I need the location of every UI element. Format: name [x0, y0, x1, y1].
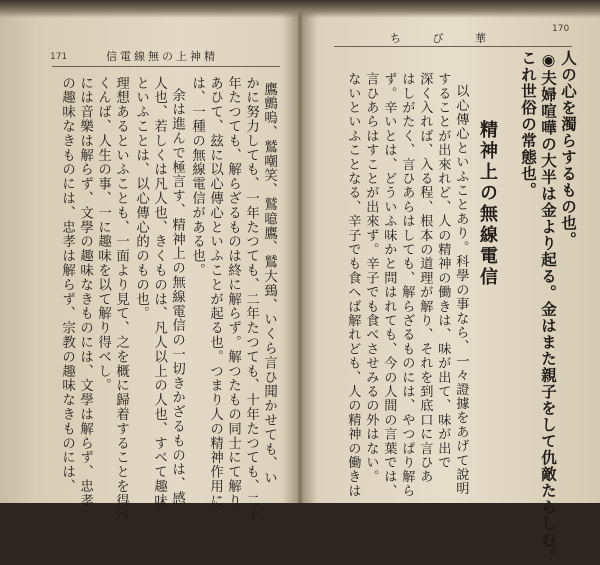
- right-page: [304, 0, 600, 565]
- text-line: には音樂は解らず、文學の趣味なきものには、文學は解らず、忠孝: [77, 76, 93, 508]
- running-head-left: 信電線無の上神精: [106, 50, 218, 63]
- text-line: くんば、人生の事、一に趣味を以て解り得べし。: [95, 76, 111, 393]
- left-page: [0, 0, 296, 523]
- text-line: これ世俗の常態也。: [519, 50, 538, 199]
- text-line: 理想あるといふことも、一面より見て、之を概に歸着することを得べ: [113, 76, 129, 523]
- text-line: はしがたく、言ひあらはしても、解らざるものには、やつぱり解ら: [399, 72, 415, 498]
- text-line: 言ひあらはすことが出來ず。辛子でも食べさせみるの外はない。: [363, 72, 379, 484]
- text-line: 深く入れば、入る程、根本の道理が解り、それを到底口に言ひあ: [417, 72, 433, 484]
- text-line: の趣味なきものには、忠孝は解らず、宗教の趣味なきものには、: [59, 76, 75, 494]
- page-number-left: 171: [50, 52, 68, 62]
- section-heading: 精神上の無線電信: [477, 120, 498, 288]
- text-line: 鷹鸇嗚、鷲嘲笑、鷲噫鷹、鷲大鵄、いくら言ひ聞かせても、い: [261, 82, 277, 486]
- text-line: することが出來れど、人の精神の働きは、味が出て、味が出で: [435, 72, 451, 470]
- running-head-right: ち び 華: [390, 32, 500, 45]
- text-line: あひて、玆に以心傳心といふことが起る也。つまり人の精神作用に: [207, 76, 223, 508]
- text-line: 人也、若しくは凡人也、きくものは、凡人以上の人也、すべて趣味: [151, 76, 167, 508]
- text-line: ず。辛いとは、どういふ味かと問はれても、今の人間の言葉では、: [381, 72, 397, 498]
- text-line: 年たつても、解らざるものは終に解らず。解つたもの同士にて解り: [225, 76, 241, 508]
- text-line: 以心傳心といふことあり。科學の事なら、一々證據をあげて說明: [453, 84, 469, 496]
- text-line: ないといふことなる、辛子でも食へば解れども、人の精神の働きは: [345, 72, 361, 498]
- header-rule-right: [334, 46, 572, 47]
- text-line: といふことは、以心傳心的のもの也。: [133, 76, 149, 321]
- text-line: は、一種の無線電信がある也。: [189, 76, 205, 278]
- text-line: 人の心を濁らするもの也。: [559, 50, 578, 248]
- page-number-right: 170: [552, 24, 570, 34]
- header-rule-left: [52, 66, 280, 67]
- text-line: かに努力しても、一年たつても、二年たつても、十年たつても、二十: [243, 76, 259, 523]
- text-line: 余は進んで極言す、精神上の無線電信の一切きかざるものは、感: [169, 88, 185, 506]
- text-line: ◉夫婦喧嘩の大半は金より起る。金はまた親子をして仇敵たらしむ。: [539, 50, 558, 565]
